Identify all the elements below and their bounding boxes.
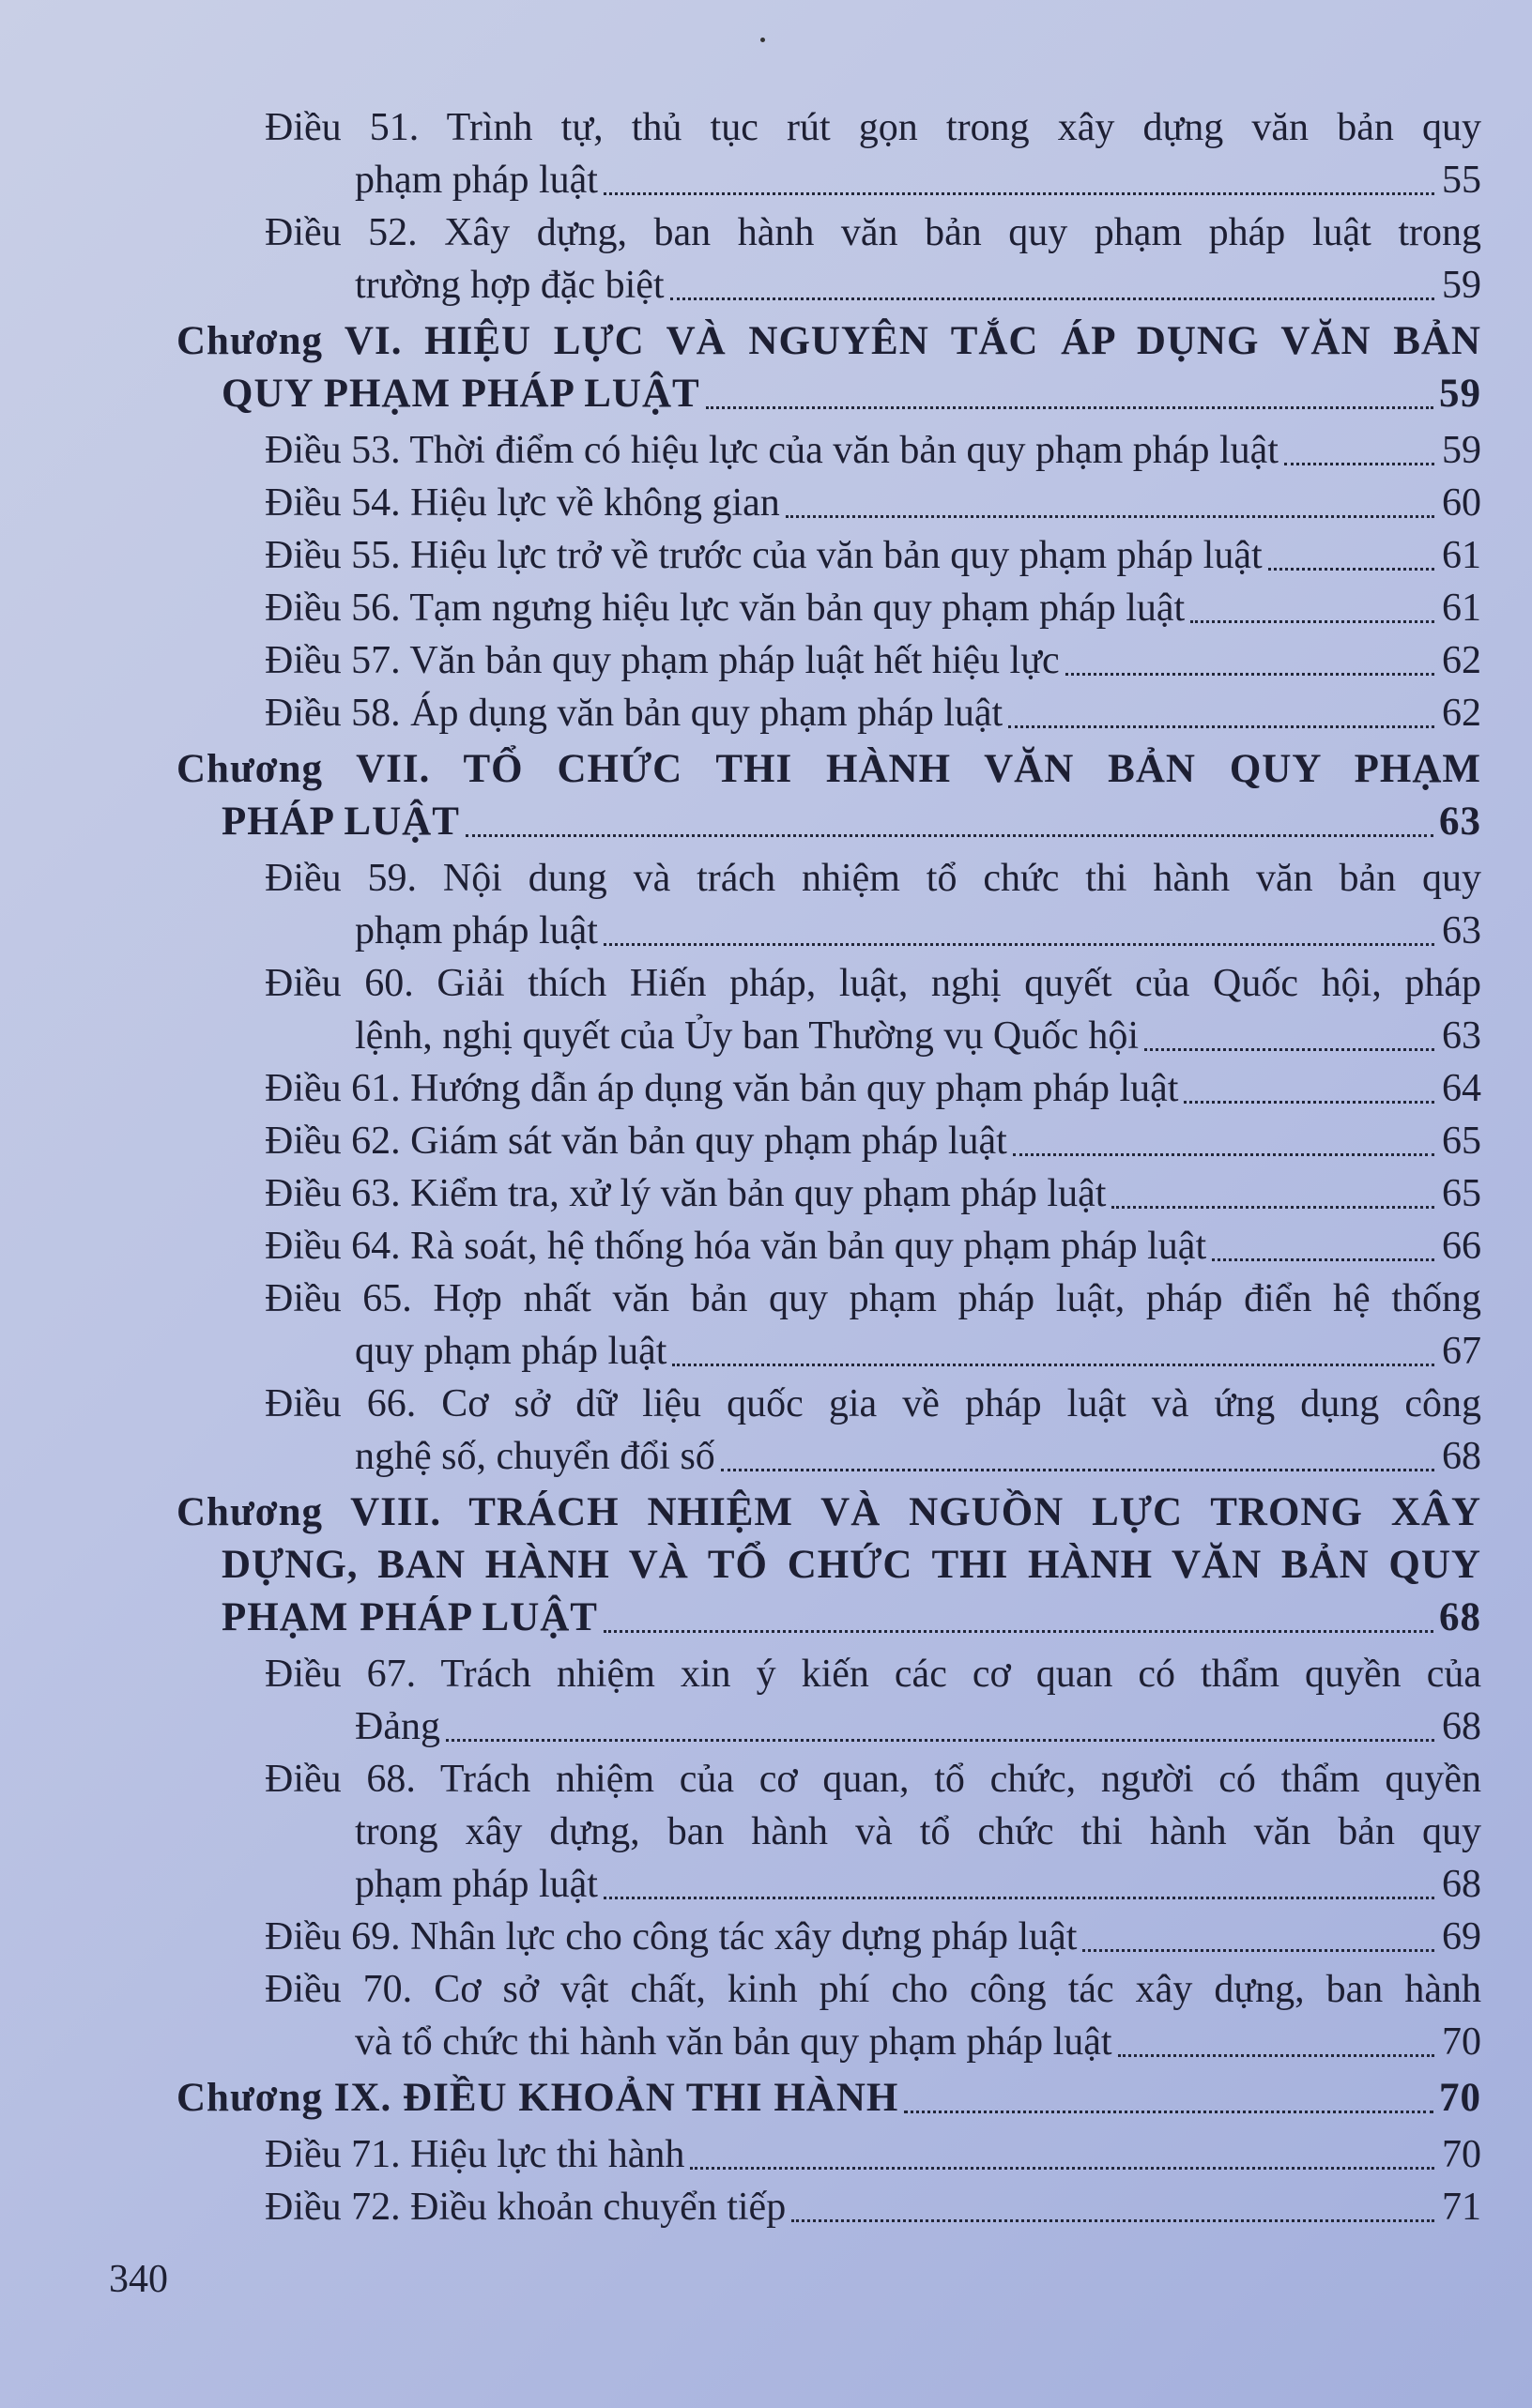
toc-chapter [176, 2072, 1481, 2125]
toc-article [176, 424, 1481, 477]
dot-leader [1212, 1249, 1434, 1261]
toc-page-number: 65 [1442, 1172, 1481, 1215]
dot-leader [1013, 1144, 1434, 1156]
toc-page-number: 63 [1442, 909, 1481, 953]
toc-article [176, 101, 1481, 206]
toc-page-number: 69 [1442, 1915, 1481, 1958]
toc-page-number: 62 [1442, 692, 1481, 735]
toc-entry-text: phạm pháp luật [355, 159, 598, 202]
toc-article [176, 852, 1481, 957]
toc-page-number: 63 [1442, 1014, 1481, 1058]
toc-entry-text: Điều 70. Cơ sở vật chất, kinh phí cho công tác xây dựng, ban hành [265, 1968, 1481, 2011]
toc-entry-text: Điều 63. Kiểm tra, xử lý văn bản quy phạm pháp luật [265, 1172, 1107, 1215]
toc-article [176, 1062, 1481, 1115]
toc-page-number: 70 [1442, 2020, 1481, 2064]
dot-leader [604, 934, 1434, 946]
dot-leader [1065, 663, 1434, 676]
table-of-contents [176, 101, 1481, 2233]
toc-article [176, 582, 1481, 634]
toc-article [176, 1963, 1481, 2068]
toc-entry-text: Điều 66. Cơ sở dữ liệu quốc gia về pháp luật và ứng dụng công [265, 1382, 1481, 1425]
toc-article [176, 477, 1481, 529]
toc-page-number: 61 [1442, 587, 1481, 630]
toc-entry-text: Điều 56. Tạm ngưng hiệu lực văn bản quy phạm pháp luật [265, 587, 1186, 630]
toc-article [176, 957, 1481, 1062]
toc-page-number: 68 [1442, 1863, 1481, 1906]
dot-leader [786, 506, 1434, 518]
page-mark [760, 38, 765, 42]
toc-entry-text: quy phạm pháp luật [355, 1330, 667, 1373]
toc-entry-text: Điều 68. Trách nhiệm của cơ quan, tổ chức, người có thẩm quyền [265, 1758, 1481, 1801]
toc-page-number: 59 [1442, 429, 1481, 472]
toc-entry-text: Điều 69. Nhân lực cho công tác xây dựng pháp luật [265, 1915, 1078, 1958]
toc-entry-text: Điều 53. Thời điểm có hiệu lực của văn bản quy phạm pháp luật [265, 429, 1279, 472]
toc-article [176, 2181, 1481, 2233]
toc-page-number: 62 [1442, 639, 1481, 682]
toc-page-number: 67 [1442, 1330, 1481, 1373]
toc-chapter [176, 1486, 1481, 1644]
toc-article [176, 1648, 1481, 1753]
toc-page-number: 59 [1442, 264, 1481, 307]
toc-entry-text: Điều 58. Áp dụng văn bản quy phạm pháp luật [265, 692, 1003, 735]
toc-entry-text: lệnh, nghị quyết của Ủy ban Thường vụ Quốc hội [355, 1014, 1140, 1058]
toc-entry-text: Điều 67. Trách nhiệm xin ý kiến các cơ quan có thẩm quyền của [265, 1653, 1481, 1696]
dot-leader [1082, 1940, 1434, 1952]
toc-page-number: 65 [1442, 1120, 1481, 1163]
dot-leader [1111, 1196, 1434, 1209]
toc-page-number: 68 [1442, 1705, 1481, 1748]
toc-article [176, 687, 1481, 739]
toc-entry-text: Điều 55. Hiệu lực trở về trước của văn bản quy phạm pháp luật [265, 534, 1263, 577]
toc-entry-text: Điều 60. Giải thích Hiến pháp, luật, nghị quyết của Quốc hội, pháp [265, 962, 1481, 1005]
toc-page-number: 61 [1442, 534, 1481, 577]
toc-entry-text: Điều 61. Hướng dẫn áp dụng văn bản quy phạm pháp luật [265, 1067, 1179, 1110]
page-number: 340 [109, 2258, 168, 2301]
toc-entry-text: Chương VIII. TRÁCH NHIỆM VÀ NGUỒN LỰC TRONG XÂY [176, 1490, 1481, 1534]
dot-leader [604, 1621, 1433, 1633]
toc-page-number: 68 [1439, 1595, 1481, 1639]
toc-article [176, 2128, 1481, 2181]
toc-entry-text: Chương VII. TỔ CHỨC THI HÀNH VĂN BẢN QUY PHẠM [176, 747, 1481, 791]
toc-page-number: 64 [1442, 1067, 1481, 1110]
toc-article [176, 1378, 1481, 1483]
toc-article [176, 1911, 1481, 1963]
toc-article [176, 1753, 1481, 1911]
toc-entry-text: Đảng [355, 1705, 440, 1748]
toc-article [176, 1273, 1481, 1378]
dot-leader [446, 1730, 1434, 1742]
toc-entry-text: phạm pháp luật [355, 909, 598, 953]
dot-leader [791, 2210, 1434, 2222]
toc-entry-text: DỰNG, BAN HÀNH VÀ TỔ CHỨC THI HÀNH VĂN BẢN QUY [222, 1543, 1481, 1587]
dot-leader [1284, 453, 1434, 465]
dot-leader [672, 1354, 1434, 1366]
toc-page-number: 70 [1442, 2133, 1481, 2176]
toc-chapter [176, 315, 1481, 420]
toc-article [176, 529, 1481, 582]
toc-entry-text: Điều 64. Rà soát, hệ thống hóa văn bản quy phạm pháp luật [265, 1225, 1207, 1268]
toc-chapter [176, 743, 1481, 848]
toc-entry-text: trường hợp đặc biệt [355, 264, 665, 307]
toc-entry-text: Điều 57. Văn bản quy phạm pháp luật hết hiệu lực [265, 639, 1060, 682]
toc-article [176, 1220, 1481, 1273]
toc-page-number: 60 [1442, 481, 1481, 525]
dot-leader [690, 2157, 1434, 2170]
toc-page-number: 68 [1442, 1435, 1481, 1478]
toc-entry-text: trong xây dựng, ban hành và tổ chức thi hành văn bản quy [355, 1810, 1481, 1853]
toc-entry-text: PHẠM PHÁP LUẬT [222, 1595, 598, 1639]
toc-entry-text: QUY PHẠM PHÁP LUẬT [222, 372, 700, 416]
toc-entry-text: Điều 59. Nội dung và trách nhiệm tổ chức thi hành văn bản quy [265, 857, 1481, 900]
dot-leader [604, 1887, 1434, 1899]
toc-article [176, 206, 1481, 312]
toc-page-number: 71 [1442, 2186, 1481, 2229]
dot-leader [706, 397, 1433, 409]
toc-entry-text: Điều 71. Hiệu lực thi hành [265, 2133, 685, 2176]
toc-article [176, 634, 1481, 687]
toc-entry-text: Điều 52. Xây dựng, ban hành văn bản quy phạm pháp luật trong [265, 211, 1481, 254]
dot-leader [904, 2101, 1433, 2113]
toc-entry-text: Điều 72. Điều khoản chuyển tiếp [265, 2186, 787, 2229]
toc-entry-text: và tổ chức thi hành văn bản quy phạm pháp luật [355, 2020, 1112, 2064]
toc-entry-text: Chương IX. ĐIỀU KHOẢN THI HÀNH [176, 2076, 899, 2120]
dot-leader [670, 288, 1434, 300]
dot-leader [1144, 1039, 1434, 1051]
toc-page-number: 59 [1439, 372, 1481, 416]
toc-entry-text: Điều 65. Hợp nhất văn bản quy phạm pháp luật, pháp điển hệ thống [265, 1277, 1481, 1320]
toc-article [176, 1167, 1481, 1220]
toc-entry-text: Điều 62. Giám sát văn bản quy phạm pháp luật [265, 1120, 1007, 1163]
toc-page-number: 63 [1439, 800, 1481, 844]
toc-page-number: 66 [1442, 1225, 1481, 1268]
toc-entry-text: PHÁP LUẬT [222, 800, 460, 844]
dot-leader [1268, 558, 1434, 571]
toc-entry-text: phạm pháp luật [355, 1863, 598, 1906]
dot-leader [1184, 1091, 1434, 1104]
toc-page-number: 70 [1439, 2076, 1481, 2120]
dot-leader [466, 825, 1433, 837]
toc-entry-text: Chương VI. HIỆU LỰC VÀ NGUYÊN TẮC ÁP DỤNG VĂN BẢN [176, 319, 1481, 363]
toc-article [176, 1115, 1481, 1167]
dot-leader [1008, 716, 1434, 728]
dot-leader [721, 1459, 1434, 1471]
toc-entry-text: nghệ số, chuyển đổi số [355, 1435, 715, 1478]
toc-page-number: 55 [1442, 159, 1481, 202]
dot-leader [1190, 611, 1434, 623]
toc-entry-text: Điều 54. Hiệu lực về không gian [265, 481, 780, 525]
toc-entry-text: Điều 51. Trình tự, thủ tục rút gọn trong xây dựng văn bản quy [265, 106, 1481, 149]
dot-leader [1118, 2045, 1434, 2057]
dot-leader [604, 183, 1434, 195]
